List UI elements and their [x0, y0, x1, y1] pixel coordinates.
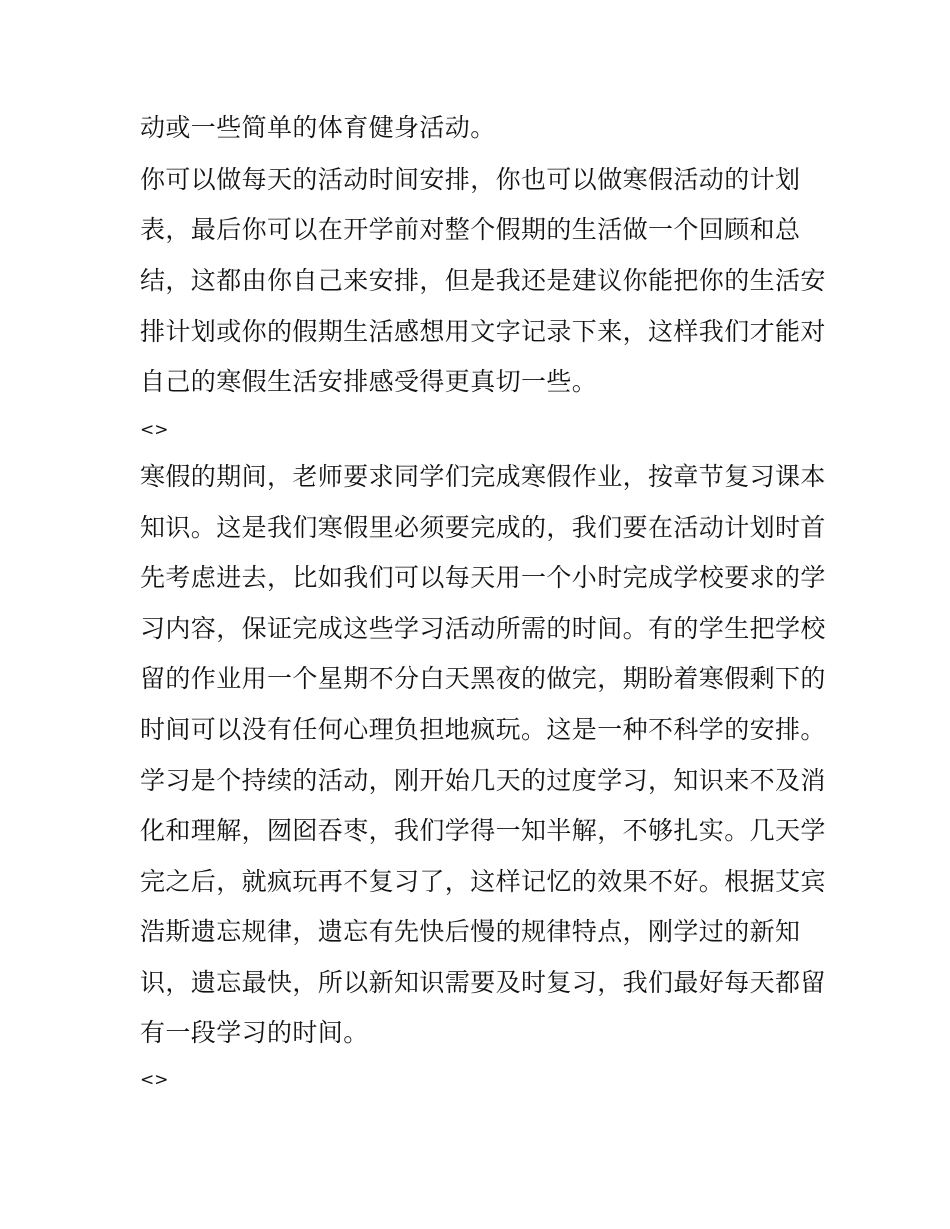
paragraph-line: 寒假的期间，老师要求同学们完成寒假作业，按章节复习课本: [140, 462, 826, 491]
paragraph-line: 学习是个持续的活动，刚开始几天的过度学习，知识来不及消: [140, 766, 826, 795]
paragraph-line: 化和理解，囫囵吞枣，我们学得一知半解，不够扎实。几天学: [140, 816, 826, 845]
paragraph-line: 浩斯遗忘规律，遗忘有先快后慢的规律特点，刚学过的新知: [140, 917, 801, 946]
section-separator: <>: [140, 420, 169, 440]
paragraph-line: 习内容，保证完成这些学习活动所需的时间。有的学生把学校: [140, 614, 826, 643]
paragraph-line: 你可以做每天的活动时间安排，你也可以做寒假活动的计划: [140, 165, 801, 194]
paragraph-line: 留的作业用一个星期不分白天黑夜的做完，期盼着寒假剩下的: [140, 664, 826, 693]
paragraph-line: 自己的寒假生活安排感受得更真切一些。: [140, 367, 598, 396]
paragraph-line: 识，遗忘最快，所以新知识需要及时复习，我们最好每天都留: [140, 968, 826, 997]
paragraph-line: 动或一些简单的体育健身活动。: [140, 113, 496, 142]
paragraph-line: 结，这都由你自己来安排，但是我还是建议你能把你的生活安: [140, 266, 826, 295]
paragraph-line: 表，最后你可以在开学前对整个假期的生活做一个回顾和总: [140, 215, 801, 244]
paragraph-line: 有一段学习的时间。: [140, 1018, 369, 1047]
paragraph-line: 先考虑进去，比如我们可以每天用一个小时完成学校要求的学: [140, 563, 826, 592]
paragraph-line: 知识。这是我们寒假里必须要完成的，我们要在活动计划时首: [140, 513, 826, 542]
paragraph-line: 排计划或你的假期生活感想用文字记录下来，这样我们才能对: [140, 317, 826, 346]
section-separator: <>: [140, 1070, 169, 1090]
paragraph-line: 时间可以没有任何心理负担地疯玩。这是一种不科学的安排。: [140, 715, 826, 744]
paragraph-line: 完之后，就疯玩再不复习了，这样记忆的效果不好。根据艾宾: [140, 867, 826, 896]
